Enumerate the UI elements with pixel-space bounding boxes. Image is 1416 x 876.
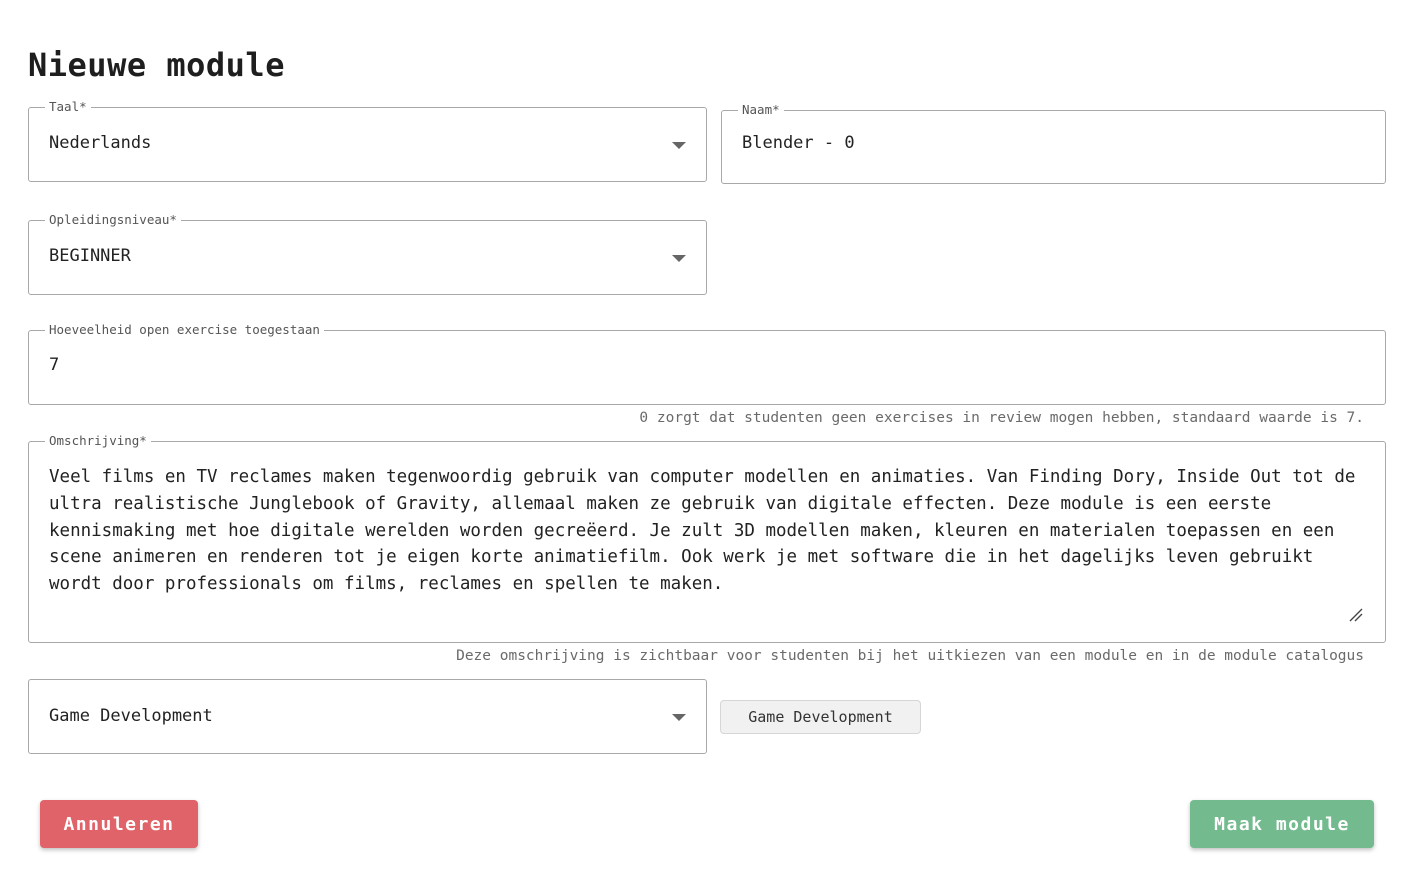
description-helper: Deze omschrijving is zichtbaar voor studenten bij het uitkiezen van een module en in de module catalogus xyxy=(456,648,1364,664)
description-textarea[interactable] xyxy=(28,433,1386,643)
create-module-button[interactable]: Maak module xyxy=(1190,800,1374,848)
caret-down-icon xyxy=(672,714,686,721)
resize-handle-icon[interactable] xyxy=(1349,608,1363,622)
caret-down-icon xyxy=(672,142,686,149)
language-label: Taal* xyxy=(45,100,91,114)
name-field[interactable] xyxy=(721,102,1386,184)
open-exercises-label: Hoeveelheid open exercise toegestaan xyxy=(45,323,324,337)
category-chip[interactable]: Game Development xyxy=(720,700,921,734)
page-title: Nieuwe module xyxy=(28,46,285,84)
open-exercises-field[interactable] xyxy=(28,322,1386,405)
language-select[interactable] xyxy=(28,99,707,182)
name-value: Blender - 0 xyxy=(742,133,855,153)
cancel-button[interactable]: Annuleren xyxy=(40,800,198,848)
category-value: Game Development xyxy=(49,706,213,726)
open-exercises-value: 7 xyxy=(49,355,60,375)
description-label: Omschrijving* xyxy=(45,434,151,448)
level-value: BEGINNER xyxy=(49,246,131,266)
category-select[interactable] xyxy=(28,679,707,754)
description-text: Veel films en TV reclames maken tegenwoordig gebruik van computer modellen en animaties. Van Finding Dory, Inside Out tot de ultra realistische Junglebook of Gravity, allemaal maken ze gebruik van digitale effecten. Deze module is een eerste kennismaking met hoe digitale werelden worden gecreëerd. Je zult 3D modellen maken, kleuren en materialen toepassen en een scene animeren en renderen tot je eigen korte animatiefilm. Ook werk je met software die in het dagelijks leven gebruikt wordt door professionals om films, reclames en spellen te maken. xyxy=(49,467,1366,595)
level-select[interactable] xyxy=(28,212,707,295)
language-value: Nederlands xyxy=(49,133,152,153)
caret-down-icon xyxy=(672,255,686,262)
name-label: Naam* xyxy=(738,103,784,117)
open-exercises-helper: 0 zorgt dat studenten geen exercises in review mogen hebben, standaard waarde is 7. xyxy=(639,410,1364,426)
level-label: Opleidingsniveau* xyxy=(45,213,181,227)
